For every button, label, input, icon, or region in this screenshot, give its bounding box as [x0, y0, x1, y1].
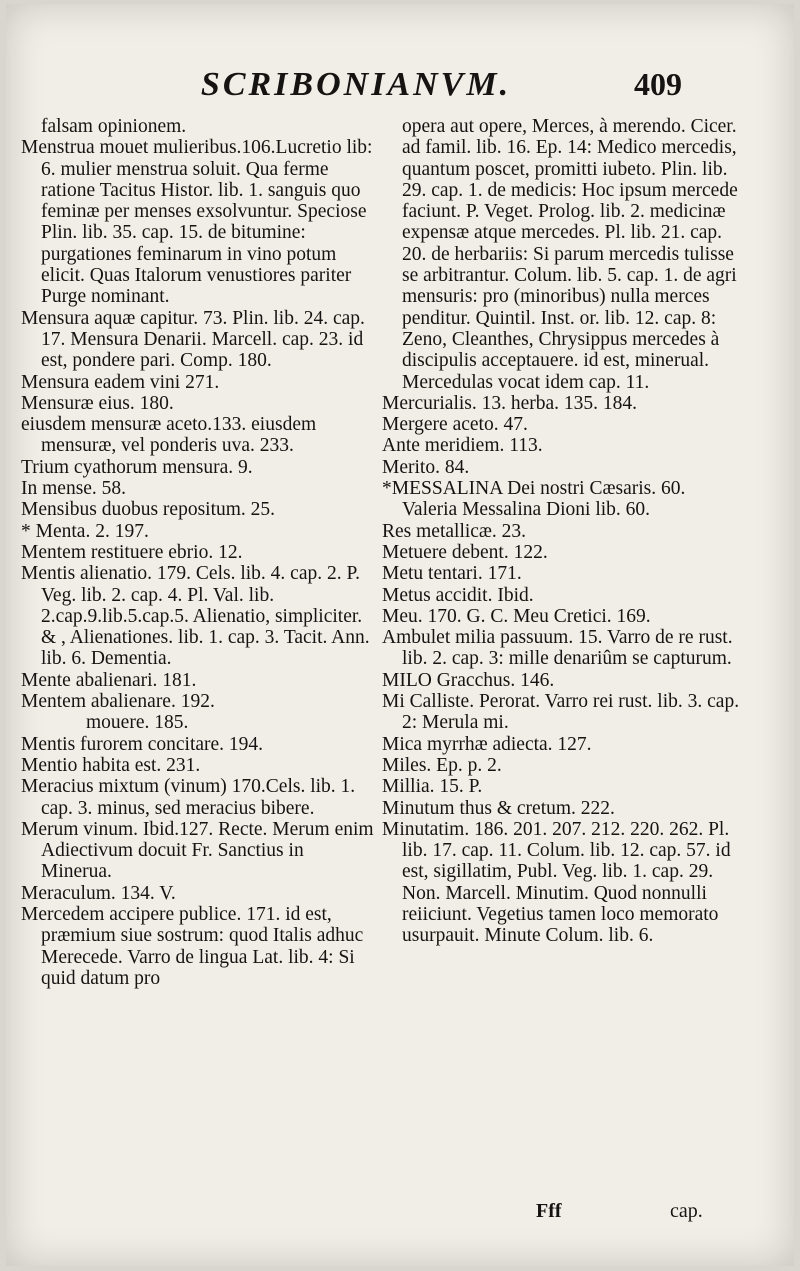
index-entry: Merum vinum. Ibid.127. Recte. Merum enim Adiectivum docuit Fr. Sanctius in Minerua.	[21, 818, 374, 883]
index-entry: Mercedem accipere publice. 171. id est, præmium siue sostrum: quod Italis adhuc Merecede. Varro de lingua Lat. lib. 4: Si quid datum pro	[21, 903, 364, 989]
index-entry: opera aut opere, Merces, à merendo. Cicer. ad famil. lib. 16. Ep. 14: Medico mercedis, quantum poscet, promitti iubeto. Plin. lib. 29. cap. 1. de medicis: Hoc ipsum mercede faciunt. P. Veget. Prolog. lib. 2. medicinæ expensæ atque mercedes. Pl. lib. 21. cap. 20. de herbariis: Si parum mercedis tulisse se arbitrantur. Colum. lib. 5. cap. 1. de agri mensuris: pro (minoribus) nulla merces penditur. Quintil. Inst. or. lib. 12. cap. 8: Zeno, Cleanthes, Chrysippus mercedes à discipulis acceptauere. id est, minerual. Mercedulas vocat idem cap. 11.	[402, 116, 738, 393]
catchword: cap.	[670, 1200, 703, 1222]
index-entry: Mi Calliste. Perorat. Varro rei rust. lib. 3. cap. 2: Merula mi.	[382, 691, 740, 734]
index-entry: mouere. 185.	[86, 712, 189, 734]
index-entry: Mentis furorem concitare. 194.	[21, 733, 264, 755]
index-entry: Trium cyathorum mensura. 9.	[21, 456, 253, 478]
index-entry: Mensura aquæ capitur. 73. Plin. lib. 24. cap. 17. Mensura Denarii. Marcell. cap. 23. id est, pondere pari. Comp. 180.	[21, 307, 365, 372]
index-entry: Mentem restituere ebrio. 12.	[21, 541, 243, 563]
index-entry: Mentio habita est. 231.	[21, 754, 201, 776]
index-entry: Metuere debent. 122.	[382, 541, 548, 563]
index-entry: Millia. 15. P.	[382, 776, 483, 798]
book-page	[6, 4, 794, 1266]
index-entry: falsam opinionem.	[41, 116, 187, 137]
index-entry: Minutum thus & cretum. 222.	[382, 797, 615, 819]
index-entry: Metus accidit. Ibid.	[382, 584, 534, 606]
index-entry: *MESSALINA Dei nostri Cæsaris. 60. Valeria Messalina Dioni lib. 60.	[382, 478, 686, 521]
index-entry: Metu tentari. 171.	[382, 563, 522, 585]
right-column	[382, 116, 744, 947]
index-entry: Merito. 84.	[382, 456, 470, 478]
index-entry: Mensura eadem vini 271.	[21, 371, 220, 393]
index-entry: Meu. 170. G. C. Meu Cretici. 169.	[382, 605, 651, 627]
index-entry: MILO Gracchus. 146.	[382, 669, 555, 691]
index-entry: Meracius mixtum (vinum) 170.Cels. lib. 1. cap. 3. minus, sed meracius bibere.	[21, 776, 356, 819]
index-entry: Mensuræ eius. 180.	[21, 392, 174, 414]
index-entry: eiusdem mensuræ aceto.133. eiusdem mensuræ, vel ponderis uva. 233.	[21, 414, 317, 457]
index-entry: * Menta. 2. 197.	[21, 520, 149, 542]
index-entry: In mense. 58.	[21, 478, 127, 500]
page-number: 409	[634, 66, 682, 102]
left-column	[21, 116, 379, 989]
index-entry: Mente abalienari. 181.	[21, 669, 197, 691]
index-entry: Mica myrrhæ adiecta. 127.	[382, 733, 592, 755]
index-entry: Ante meridiem. 113.	[382, 435, 543, 457]
index-entry: Mercurialis. 13. herba. 135. 184.	[382, 392, 638, 414]
index-entry: Mentem abalienare. 192.	[21, 691, 215, 713]
signature-mark: Fff	[536, 1200, 562, 1222]
index-entry: Mentis alienatio. 179. Cels. lib. 4. cap. 2. P. Veg. lib. 2. cap. 4. Pl. Val. lib. 2.cap.9.lib.5.cap.5. Alienatio, simpliciter. & , Alienationes. lib. 1. cap. 3. Tacit. Ann. lib. 6. Dementia.	[21, 563, 370, 670]
index-entry: Res metallicæ. 23.	[382, 520, 527, 542]
running-title: SCRIBONIANVM.	[200, 66, 512, 103]
index-entry: Mensibus duobus repositum. 25.	[21, 499, 276, 521]
index-entry: Meraculum. 134. V.	[21, 882, 176, 904]
index-entry: Menstrua mouet mulieribus.106.Lucretio lib: 6. mulier menstrua soluit. Qua ferme ratione Tacitus Histor. lib. 1. sanguis quo feminæ per menses exsolvuntur. Speciose Plin. lib. 35. cap. 15. de bitumine: purgationes feminarum in vino potum elicit. Quas Italorum venustiores pariter Purge nominant.	[21, 137, 373, 308]
index-entry: Ambulet milia passuum. 15. Varro de re rust. lib. 2. cap. 3: mille denariûm se capturum.	[382, 627, 733, 670]
index-entry: Mergere aceto. 47.	[382, 414, 528, 436]
index-entry: Minutatim. 186. 201. 207. 212. 220. 262. Pl. lib. 17. cap. 11. Colum. lib. 12. cap. 57. id est, sigillatim, Publ. Veg. lib. 1. cap. 29. Non. Marcell. Minutim. Quod nonnulli reiiciunt. Vegetius tamen loco memorato usurpauit. Minute Colum. lib. 6.	[382, 818, 731, 947]
index-entry: Miles. Ep. p. 2.	[382, 754, 502, 776]
